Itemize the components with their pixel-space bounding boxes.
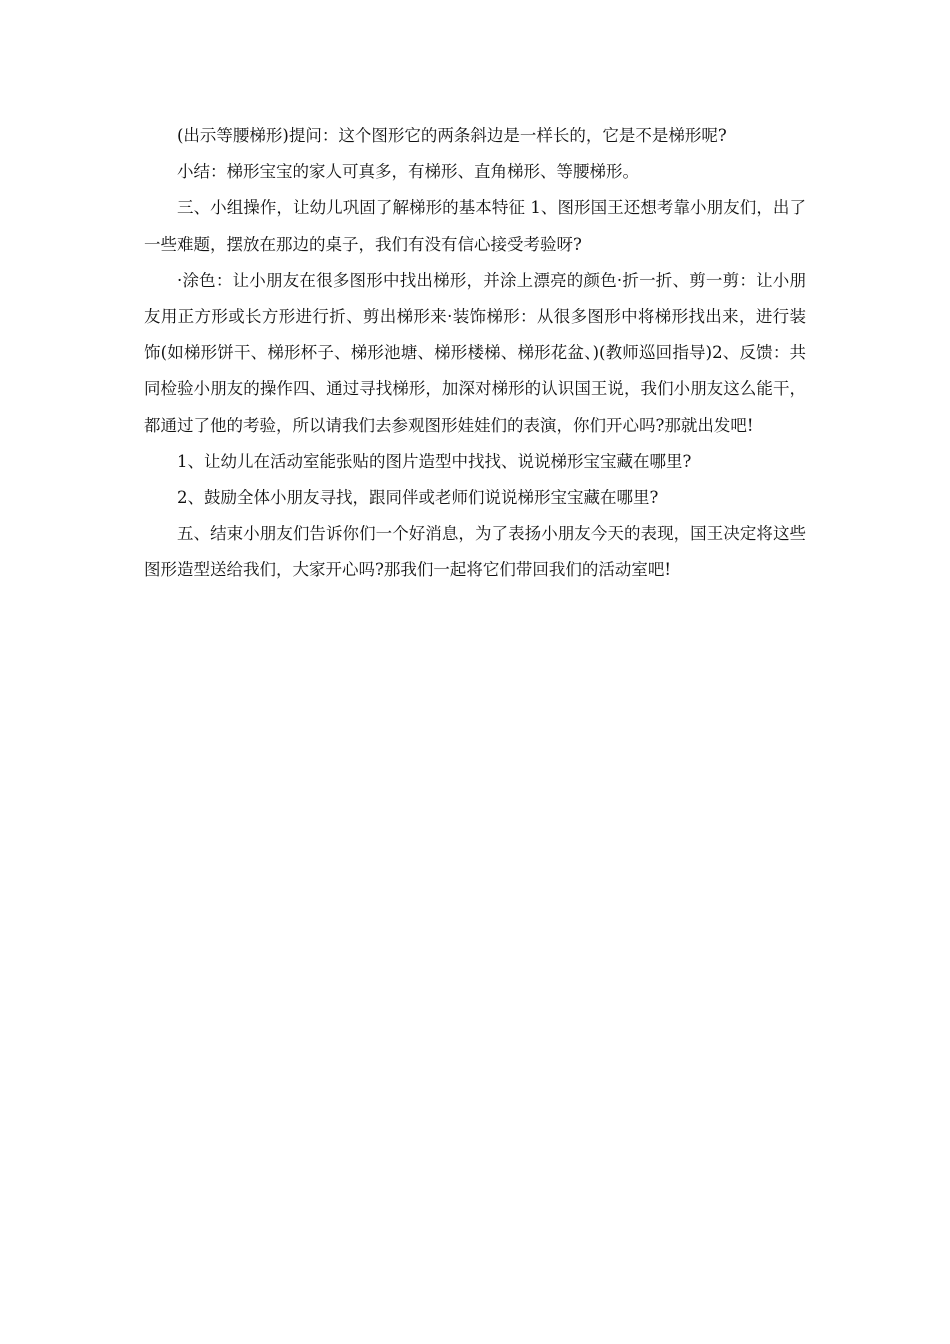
document-body (144, 118, 806, 589)
paragraph-summary: 小结：梯形宝宝的家人可真多，有梯形、直角梯形、等腰梯形。 (177, 162, 639, 182)
paragraph-activities: ·涂色：让小朋友在很多图形中找出梯形，并涂上漂亮的颜色·折一折、剪一剪：让小朋友用正方形或长方形进行折、剪出梯形来·装饰梯形：从很多图形中将梯形找出来，进行装饰(如梯形饼干、梯形杯子、梯形池塘、梯形楼梯、梯形花盆、)(教师巡回指导)2、反馈：共同检验小朋友的操作四、通过寻找梯形，加深对梯形的认识国王说，我们小朋友这么能干，都通过了他的考验，所以请我们去参观图形娃娃们的表演，你们开心吗?那就出发吧! (144, 270, 806, 435)
paragraph-ending: 五、结束小朋友们告诉你们一个好消息，为了表扬小朋友今天的表现，国王决定将这些图形造型送给我们，大家开心吗?那我们一起将它们带回我们的活动室吧! (144, 524, 806, 580)
paragraph-group-operation: 三、小组操作，让幼儿巩固了解梯形的基本特征 1、图形国王还想考靠小朋友们，出了一些难题，摆放在那边的桌子，我们有没有信心接受考验呀? (144, 198, 806, 254)
paragraph-encourage-search: 2、鼓励全体小朋友寻找，跟同伴或老师们说说梯形宝宝藏在哪里? (177, 488, 659, 508)
paragraph-isosceles-question: (出示等腰梯形)提问：这个图形它的两条斜边是一样长的，它是不是梯形呢? (177, 126, 727, 145)
paragraph-find-in-room: 1、让幼儿在活动室能张贴的图片造型中找找、说说梯形宝宝藏在哪里? (177, 451, 692, 471)
